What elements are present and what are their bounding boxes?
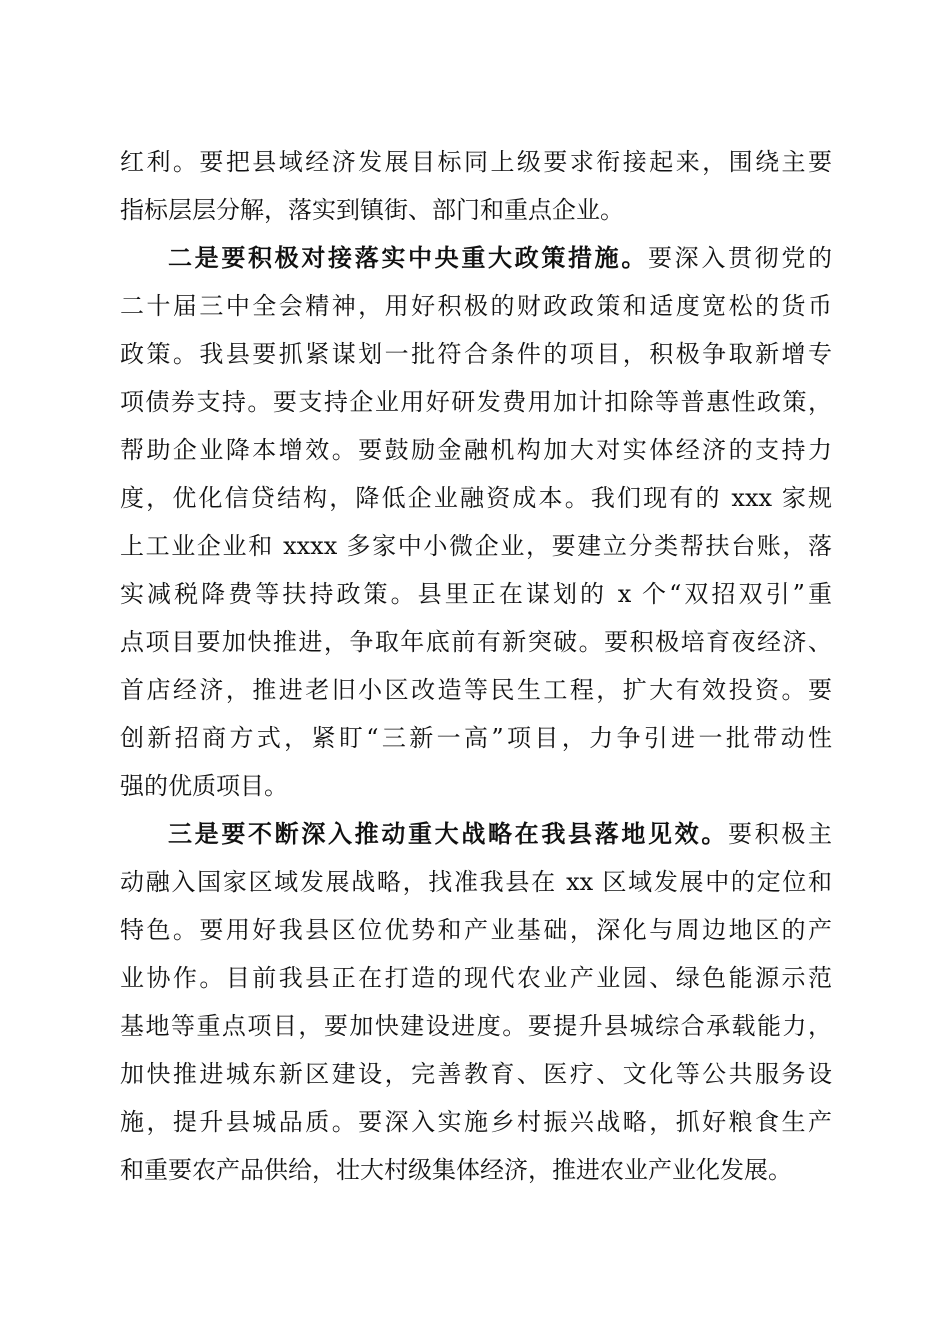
text-line: 加快推进城东新区建设，完善教育、医疗、文化等公共服务设 — [120, 1060, 832, 1088]
paragraph-1 — [120, 138, 832, 234]
text-line: 基地等重点项目，要加快建设进度。要提升县城综合承载能力， — [120, 1012, 832, 1040]
text-run: 要积极主 — [728, 820, 832, 848]
text-line: 红利。要把县域经济发展目标同上级要求衔接起来，围绕主要 — [120, 148, 832, 176]
text-line: 帮助企业降本增效。要鼓励金融机构加大对实体经济的支持力 — [120, 436, 832, 464]
text-line: 特色。要用好我县区位优势和产业基础，深化与周边地区的产 — [120, 916, 832, 944]
text-line: 创新招商方式，紧盯“三新一高”项目，力争引进一批带动性 — [120, 724, 832, 752]
text-line: 点项目要加快推进，争取年底前有新突破。要积极培育夜经济、 — [120, 628, 832, 656]
paragraph-heading: 二是要积极对接落实中央重大政策措施。 — [168, 244, 648, 272]
text-line — [120, 234, 832, 282]
text-line: 二十届三中全会精神，用好积极的财政政策和适度宽松的货币 — [120, 292, 832, 320]
paragraph-heading: 三是要不断深入推动重大战略在我县落地见效。 — [168, 820, 728, 848]
text-line: 上工业企业和 xxxx 多家中小微企业，要建立分类帮扶台账，落 — [120, 532, 832, 560]
text-line: 强的优质项目。 — [120, 772, 288, 800]
text-line: 施，提升县城品质。要深入实施乡村振兴战略，抓好粮食生产 — [120, 1108, 832, 1136]
text-run: 要深入贯彻党的 — [648, 244, 832, 272]
text-line: 动融入国家区域发展战略，找准我县在 xx 区域发展中的定位和 — [120, 868, 832, 896]
paragraph-2 — [120, 234, 832, 810]
text-line: 指标层层分解，落实到镇街、部门和重点企业。 — [120, 196, 624, 224]
text-line: 和重要农产品供给，壮大村级集体经济，推进农业产业化发展。 — [120, 1156, 792, 1184]
paragraph-3 — [120, 810, 832, 1194]
text-line: 首店经济，推进老旧小区改造等民生工程，扩大有效投资。要 — [120, 676, 832, 704]
text-line — [120, 810, 832, 858]
document-page — [120, 138, 832, 1194]
text-line: 项债券支持。要支持企业用好研发费用加计扣除等普惠性政策， — [120, 388, 832, 416]
text-line: 业协作。目前我县正在打造的现代农业产业园、绿色能源示范 — [120, 964, 832, 992]
text-line: 度，优化信贷结构，降低企业融资成本。我们现有的 xxx 家规 — [120, 484, 832, 512]
text-line: 政策。我县要抓紧谋划一批符合条件的项目，积极争取新增专 — [120, 340, 832, 368]
text-line: 实减税降费等扶持政策。县里正在谋划的 x 个“双招双引”重 — [120, 580, 832, 608]
